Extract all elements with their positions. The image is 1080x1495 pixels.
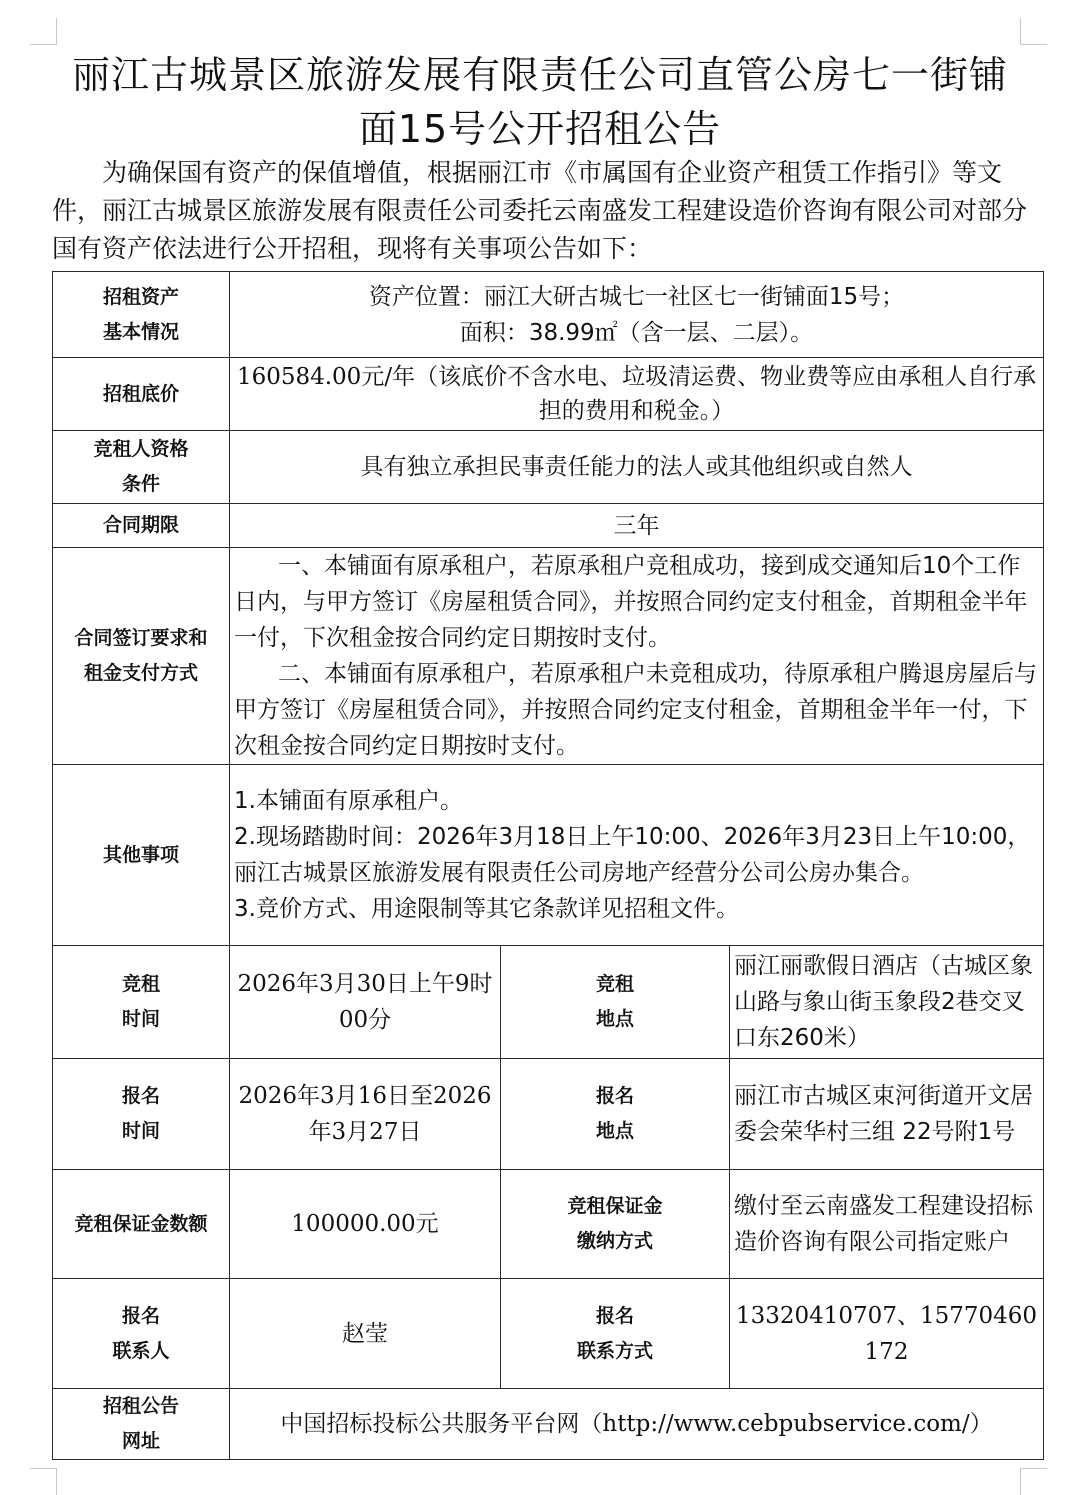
other-item-1: 1.本铺面有原承租户。 (234, 788, 463, 814)
table-row-website (53, 1389, 1044, 1460)
signing-label: 合同签订要求和 租金支付方式 (53, 548, 230, 765)
deposit-method-value: 缴付至云南盛发工程建设招标造价咨询有限公司指定账户 (730, 1170, 1044, 1279)
qualification-value: 具有独立承担民事责任能力的法人或其他组织或自然人 (230, 431, 1044, 504)
signing-para-1: 一、本铺面有原承租户，若原承租户竞租成功，接到成交通知后10个工作日内，与甲方签订《房屋租赁合同》，并按照合同约定支付租金，首期租金半年一付，下次租金按合同约定日期按时支付。 (234, 553, 1028, 651)
term-value: 三年 (230, 504, 1044, 548)
bid-time-label: 竞租 时间 (53, 946, 230, 1059)
reg-time-label: 报名 时间 (53, 1059, 230, 1170)
crop-mark-bottom-right (1020, 1468, 1047, 1495)
qualification-label: 竞租人资格 条件 (53, 431, 230, 504)
base-price-label: 招租底价 (53, 358, 230, 431)
table-row-asset (53, 272, 1044, 358)
signing-value (230, 548, 1044, 765)
table-row-term (53, 504, 1044, 548)
asset-value (230, 272, 1044, 358)
contact-phone-value: 13320410707、15770460172 (730, 1279, 1044, 1389)
other-item-3: 3.竞价方式、用途限制等其它条款详见招租文件。 (234, 896, 739, 922)
table-row-contact (53, 1279, 1044, 1389)
reg-time-value: 2026年3月16日至2026年3月27日 (230, 1059, 501, 1170)
title-line-2: 面15号公开招租公告 (358, 107, 722, 151)
signing-para-2: 二、本铺面有原承租户，若原承租户未竞租成功，待原承租户腾退房屋后与甲方签订《房屋租赁合同》，并按照合同约定支付租金，首期租金半年一付，下次租金按合同约定日期按时支付。 (234, 661, 1037, 759)
contact-label: 报名 联系人 (53, 1279, 230, 1389)
bid-place-label: 竞租 地点 (501, 946, 730, 1059)
title-line-1: 丽江古城景区旅游发展有限责任公司直管公房七一街铺 (71, 53, 1008, 97)
table-row-registration (53, 1059, 1044, 1170)
crop-mark-bottom-left (30, 1468, 57, 1495)
reg-place-label: 报名 地点 (501, 1059, 730, 1170)
deposit-amount-label: 竞租保证金数额 (53, 1170, 230, 1279)
contact-value: 赵莹 (230, 1279, 501, 1389)
table-row-bid (53, 946, 1044, 1059)
bid-place-value: 丽江丽歌假日酒店（古城区象山路与象山街玉象段2巷交叉口东260米） (730, 946, 1044, 1059)
other-label: 其他事项 (53, 765, 230, 946)
website-label: 招租公告 网址 (53, 1389, 230, 1460)
crop-mark-top-left (30, 18, 57, 45)
contact-phone-label: 报名 联系方式 (501, 1279, 730, 1389)
table-row-other (53, 765, 1044, 946)
table-row-base-price (53, 358, 1044, 431)
table-row-signing (53, 548, 1044, 765)
term-label: 合同期限 (53, 504, 230, 548)
bid-time-value: 2026年3月30日上午9时00分 (230, 946, 501, 1059)
asset-area: 面积：38.99㎡（含一层、二层）。 (459, 319, 814, 346)
deposit-method-label: 竞租保证金 缴纳方式 (501, 1170, 730, 1279)
intro-paragraph: 为确保国有资产的保值增值，根据丽江市《市属国有企业资产租赁工作指引》等文件，丽江古城景区旅游发展有限责任公司委托云南盛发工程建设造价咨询有限公司对部分国有资产依法进行公开招租，现将有关事项公告如下： (52, 158, 1028, 263)
base-price-value: 160584.00元/年（该底价不含水电、垃圾清运费、物业费等应由承租人自行承担的费用和税金。） (230, 358, 1044, 431)
other-value (230, 765, 1044, 946)
table-row-qualification (53, 431, 1044, 504)
deposit-amount-value: 100000.00元 (230, 1170, 501, 1279)
page-title (50, 48, 1030, 156)
other-item-2: 2.现场踏勘时间：2026年3月18日上午10:00、2026年3月23日上午10:00，丽江古城景区旅游发展有限责任公司房地产经营分公司公房办集合。 (234, 824, 1031, 886)
asset-label: 招租资产 基本情况 (53, 272, 230, 358)
website-value: 中国招标投标公共服务平台网（http://www.cebpubservice.com/） (230, 1389, 1044, 1460)
notice-table (52, 271, 1044, 1460)
crop-mark-top-right (1020, 18, 1047, 45)
table-row-deposit (53, 1170, 1044, 1279)
asset-location: 资产位置：丽江大研古城七一社区七一街铺面15号； (368, 283, 905, 310)
reg-place-value: 丽江市古城区束河街道开文居委会荣华村三组 22号附1号 (730, 1059, 1044, 1170)
